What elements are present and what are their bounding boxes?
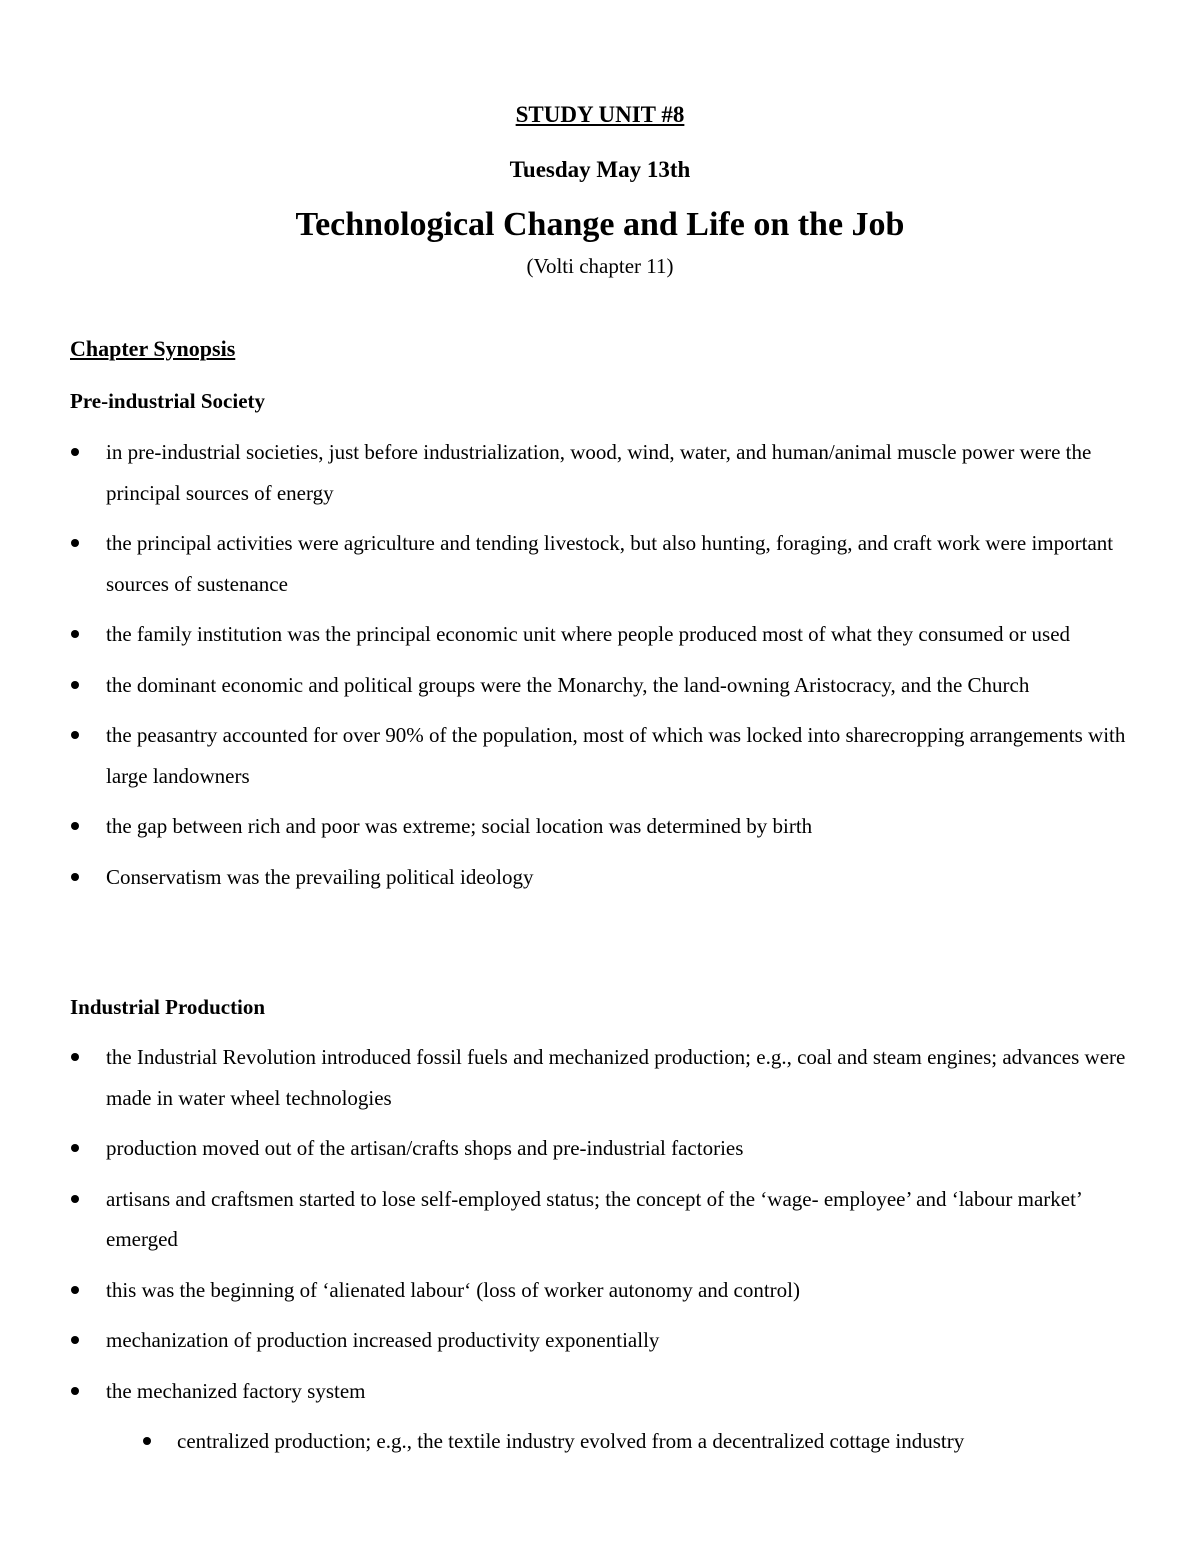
bullet-icon — [71, 873, 79, 881]
list-item: centralized production; e.g., the textile industry evolved from a decentralized cottage industry — [141, 1421, 1141, 1461]
bullet-icon — [71, 1336, 79, 1344]
bullet-icon — [71, 1144, 79, 1152]
list-item: the family institution was the principal economic unit where people produced most of what they consumed or used — [70, 614, 1140, 655]
list-item: Conservatism was the prevailing political ideology — [70, 857, 1140, 898]
list-item: this was the beginning of ‘alienated labour‘ (loss of worker autonomy and control) — [70, 1270, 1140, 1311]
bullet-icon — [71, 539, 79, 547]
list-item: the peasantry accounted for over 90% of the population, most of which was locked into sharecropping arrangements with large landowners — [70, 715, 1140, 796]
bullet-icon — [71, 630, 79, 638]
bullet-icon — [71, 1053, 79, 1061]
bullet-icon — [71, 1387, 79, 1395]
list-item: the mechanized factory system — [70, 1371, 1140, 1412]
industrial-production-bullet-list — [70, 1037, 1140, 1421]
bullet-icon — [71, 731, 79, 739]
lecture-date: Tuesday May 13th — [509, 157, 691, 182]
list-item: mechanization of production increased productivity exponentially — [70, 1320, 1140, 1361]
list-item: in pre-industrial societies, just before industrialization, wood, wind, water, and human/animal muscle power were the principal sources of energy — [70, 432, 1140, 513]
factory-system-sub-bullet-list — [141, 1421, 1141, 1461]
list-item: artisans and craftsmen started to lose self-employed status; the concept of the ‘wage- employee’ and ‘labour market’ emerged — [70, 1179, 1140, 1260]
bullet-icon — [71, 448, 79, 456]
study-unit-title: STUDY UNIT #8 — [515, 102, 685, 127]
list-item: the principal activities were agriculture and tending livestock, but also hunting, foraging, and craft work were important sources of sustenance — [70, 523, 1140, 604]
bullet-icon — [71, 1286, 79, 1294]
bullet-icon — [143, 1437, 151, 1445]
pre-industrial-bullet-list — [70, 432, 1140, 907]
chapter-synopsis-heading: Chapter Synopsis — [70, 336, 236, 361]
bullet-icon — [71, 681, 79, 689]
page-subtitle: (Volti chapter 11) — [526, 254, 674, 278]
bullet-icon — [71, 1195, 79, 1203]
list-item: the dominant economic and political groups were the Monarchy, the land-owning Aristocracy, and the Church — [70, 665, 1140, 706]
page-title: Technological Change and Life on the Job — [295, 206, 905, 243]
section-heading-industrial-production: Industrial Production — [70, 995, 266, 1019]
bullet-icon — [71, 822, 79, 830]
list-item: production moved out of the artisan/crafts shops and pre-industrial factories — [70, 1128, 1140, 1169]
section-heading-pre-industrial: Pre-industrial Society — [70, 389, 266, 413]
list-item: the gap between rich and poor was extreme; social location was determined by birth — [70, 806, 1140, 847]
list-item: the Industrial Revolution introduced fossil fuels and mechanized production; e.g., coal and steam engines; advances were made in water wheel technologies — [70, 1037, 1140, 1118]
